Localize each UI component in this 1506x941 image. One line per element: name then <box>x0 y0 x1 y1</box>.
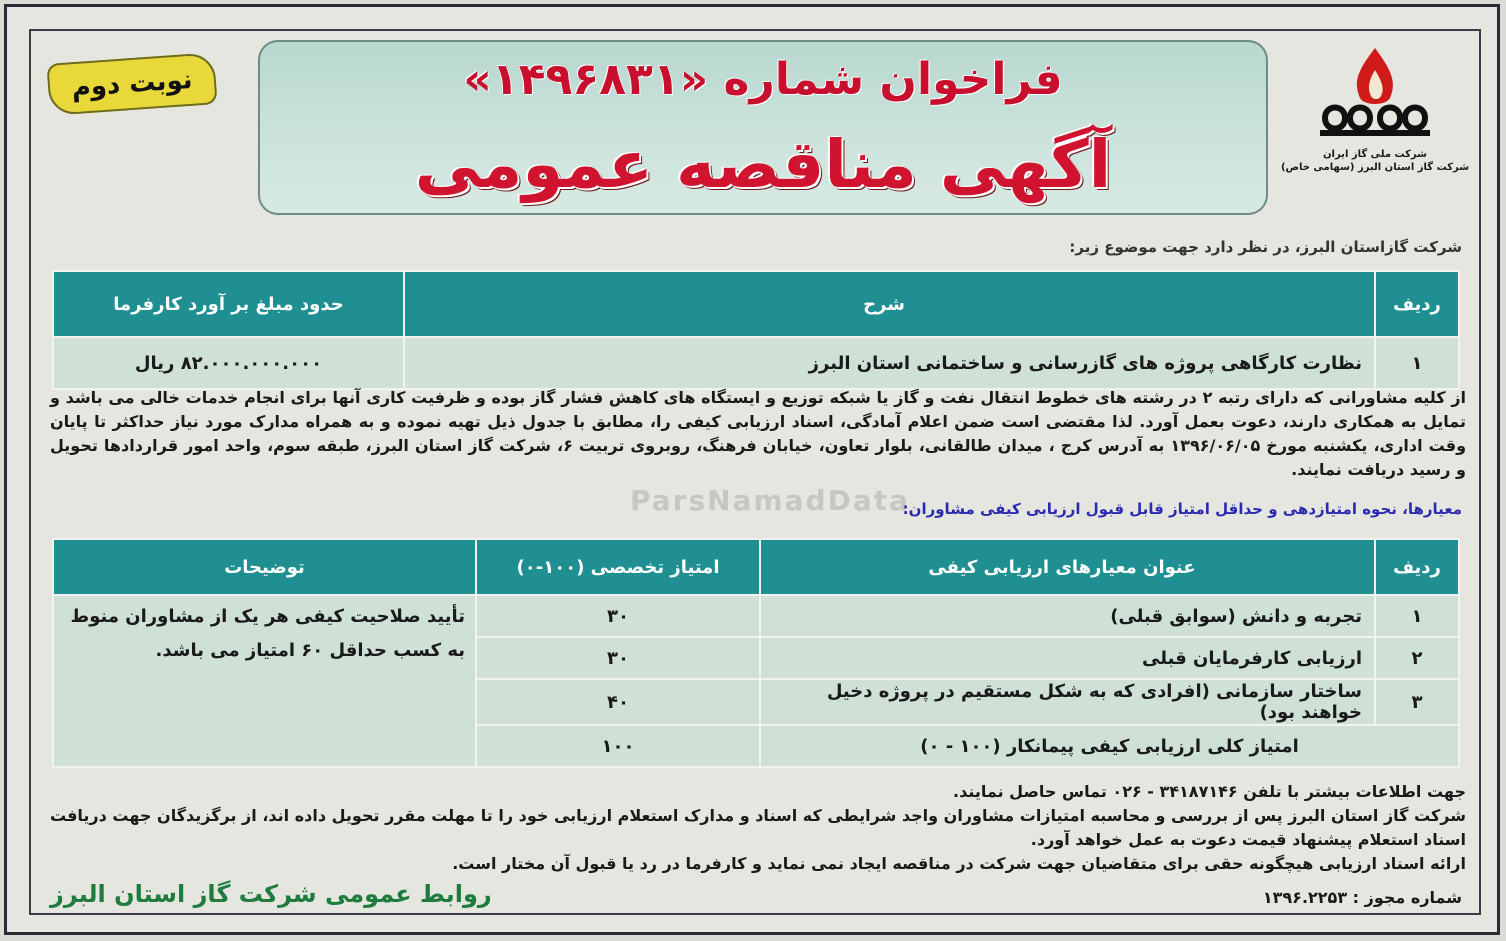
row-estimate: ۸۲.۰۰۰.۰۰۰.۰۰۰ ریال <box>53 337 404 389</box>
call-number-title: فراخوان شماره «۱۴۹۶۸۳۱» <box>463 54 1063 105</box>
row-criteria: تجربه و دانش (سوابق قبلی) <box>760 595 1375 637</box>
col-criteria: عنوان معیارهای ارزیابی کیفی <box>760 539 1375 595</box>
watermark: ParsNamadData <box>630 484 910 517</box>
col-estimate: حدود مبلغ بر آورد کارفرما <box>53 271 404 337</box>
col-description: شرح <box>404 271 1375 337</box>
table-row <box>53 337 1459 389</box>
row-number: ۲ <box>1375 637 1459 679</box>
invitation-paragraph: از کلیه مشاورانی که دارای رتبه ۲ در رشته های خطوط انتقال نفت و گاز یا شبکه توزیع و ایستگاه های کاهش فشار گاز بوده و ظرفیت کاری آنها برای انجام خدمات خالی می باشد و تمایل به همکاری دارند، دعوت بعمل آورد. لذا مقتضی است ضمن اعلام آمادگی، اسناد ارزیابی کیفی را، مطابق با جدول ذیل تهیه نموده و به همراه مدارک مورد نیاز حداکثر تا پایان وقت اداری، یکشنبه مورخ ۱۳۹۶/۰۶/۰۵ به آدرس کرج ، میدان طالقانی، بلوار تعاون، خیابان فرهنگ، روبروی تربیت ۶، شرکت گاز استان البرز، طبقه سوم، واحد امور قراردادها تحویل و رسید دریافت نمایند. <box>50 388 1467 479</box>
intro-line: شرکت گازاستان البرز، در نظر دارد جهت موضوع زیر: <box>1069 238 1462 256</box>
logo-caption-line1: شرکت ملی گاز ایران <box>1323 149 1427 160</box>
table-header-row <box>53 539 1459 595</box>
contact-line: جهت اطلاعات بیشتر با تلفن ۳۴۱۸۷۱۴۶ - ۰۲۶ تماس حاصل نمایند. <box>953 782 1466 801</box>
footer-paragraphs <box>50 780 1466 876</box>
row-criteria: ساختار سازمانی (افرادی که به شکل مستقیم در پروژه دخیل خواهند بود) <box>760 679 1375 725</box>
flame-logo-icon <box>1290 40 1460 150</box>
company-logo-caption <box>1275 148 1475 174</box>
row-score: ۴۰ <box>476 679 760 725</box>
disclaimer-line: ارائه اسناد ارزیابی هیچگونه حقی برای متقاضیان جهت شرکت در مناقصه ایجاد نمی نماید و کارفرما در رد یا قبول آن مختار است. <box>452 854 1466 873</box>
title-box <box>258 40 1268 215</box>
col-row-number: ردیف <box>1375 271 1459 337</box>
second-round-badge: نوبت دوم <box>46 52 217 116</box>
col-notes: توضیحات <box>53 539 476 595</box>
permit-number: شماره مجوز : ۱۳۹۶.۲۲۵۳ <box>1262 888 1462 907</box>
row-number: ۱ <box>1375 595 1459 637</box>
tender-title: آگهی مناقصه عمومی <box>414 126 1112 203</box>
row-score: ۳۰ <box>476 637 760 679</box>
total-score: ۱۰۰ <box>476 725 760 767</box>
row-description: نظارت کارگاهی پروژه های گازرسانی و ساختمانی استان البرز <box>404 337 1375 389</box>
criteria-heading: معیارها، نحوه امتیازدهی و حداقل امتیاز قابل قبول ارزیابی کیفی مشاوران: <box>902 500 1462 518</box>
row-criteria: ارزیابی کارفرمایان قبلی <box>760 637 1375 679</box>
table-row <box>53 595 1459 637</box>
row-number: ۳ <box>1375 679 1459 725</box>
row-number: ۱ <box>1375 337 1459 389</box>
row-score: ۳۰ <box>476 595 760 637</box>
col-row-number: ردیف <box>1375 539 1459 595</box>
col-score: امتیاز تخصصی (۱۰۰-۰) <box>476 539 760 595</box>
table-header-row <box>53 271 1459 337</box>
notes-cell: تأیید صلاحیت کیفی هر یک از مشاوران منوط به کسب حداقل ۶۰ امتیاز می باشد. <box>53 595 476 767</box>
criteria-table <box>52 538 1460 768</box>
total-label: امتیاز کلی ارزیابی کیفی پیمانکار (۱۰۰ - ۰) <box>760 725 1459 767</box>
public-relations-signature: روابط عمومی شرکت گاز استان البرز <box>50 880 492 908</box>
logo-caption-line2: شرکت گاز استان البرز (سهامی خاص) <box>1280 162 1470 173</box>
evaluation-line: شرکت گاز استان البرز پس از بررسی و محاسبه امتیازات مشاوران واجد شرایطی که اسناد و مدارک استعلام ارزیابی خود را تا مهلت مقرر تحویل داده اند، از برگزیدگان جهت دریافت اسناد استعلام پیشنهاد قیمت دعوت به عمل خواهد آورد. <box>50 806 1466 849</box>
tender-subject-table <box>52 270 1460 390</box>
